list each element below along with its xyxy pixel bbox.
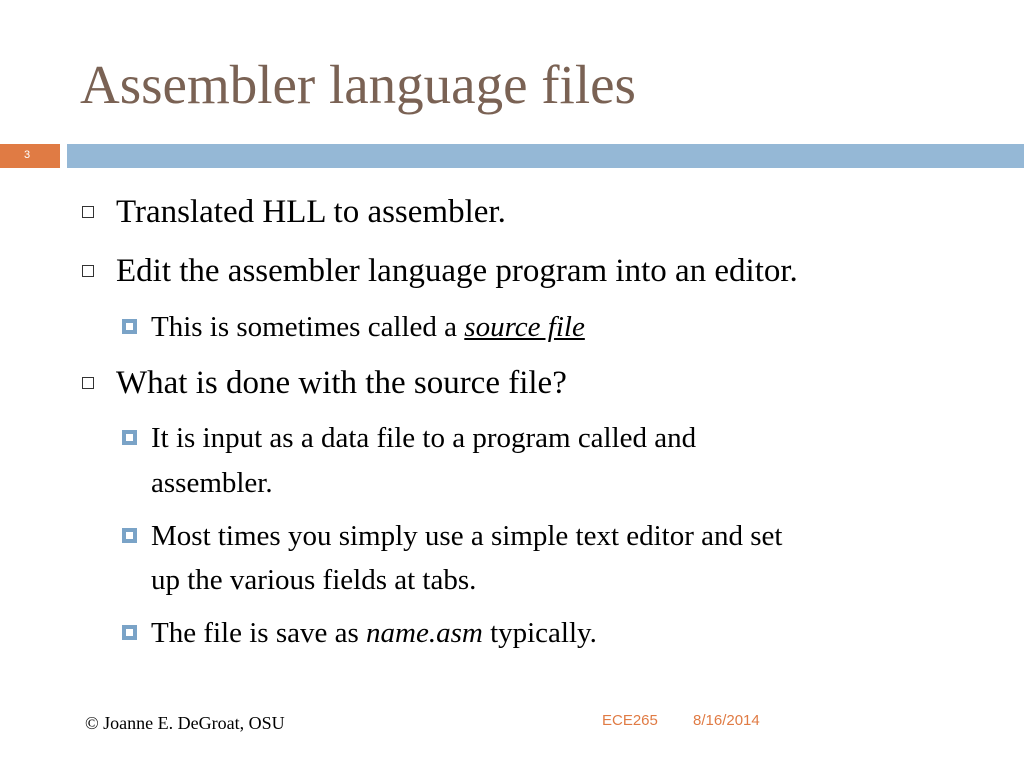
- bullet-text: Translated HLL to assembler.: [116, 194, 506, 230]
- slide-number-box: [0, 144, 60, 168]
- slide-number: 3: [24, 149, 31, 161]
- filled-square-bullet-icon: [122, 430, 137, 445]
- filled-square-bullet-icon: [122, 528, 137, 543]
- sub-bullet-text-line1: It is input as a data file to a program called and: [151, 422, 697, 454]
- file-name-term: name.asm: [366, 617, 483, 649]
- hollow-square-bullet-icon: [82, 377, 94, 389]
- sub-bullet-text-line2: assembler.: [151, 467, 273, 499]
- sub-bullet-text-prefix: The file is save as: [151, 617, 367, 649]
- footer-date: 8/16/2014: [693, 712, 760, 729]
- filled-square-bullet-icon: [122, 319, 137, 334]
- sub-bullet-text: [151, 305, 585, 349]
- sub-bullet-text-prefix: This is sometimes called a: [151, 311, 465, 343]
- hollow-square-bullet-icon: [82, 265, 94, 277]
- sub-bullet-text-line2: up the various fields at tabs.: [151, 564, 477, 596]
- bullet-text: Edit the assembler language program into an editor.: [116, 253, 798, 289]
- filled-square-bullet-icon: [122, 625, 137, 640]
- footer-course: ECE265: [602, 712, 658, 729]
- footer-copyright: © Joanne E. DeGroat, OSU: [85, 713, 285, 733]
- source-file-term: source file: [464, 311, 585, 343]
- sub-bullet-text-suffix: typically.: [482, 617, 597, 649]
- sub-bullet-text-line1: Most times you simply use a simple text editor and set: [151, 520, 783, 552]
- title-divider-bar: [67, 144, 1024, 168]
- slide-title: Assembler language files: [80, 54, 636, 115]
- bullet-text: What is done with the source file?: [116, 365, 567, 401]
- hollow-square-bullet-icon: [82, 206, 94, 218]
- sub-bullet-text: [151, 611, 597, 655]
